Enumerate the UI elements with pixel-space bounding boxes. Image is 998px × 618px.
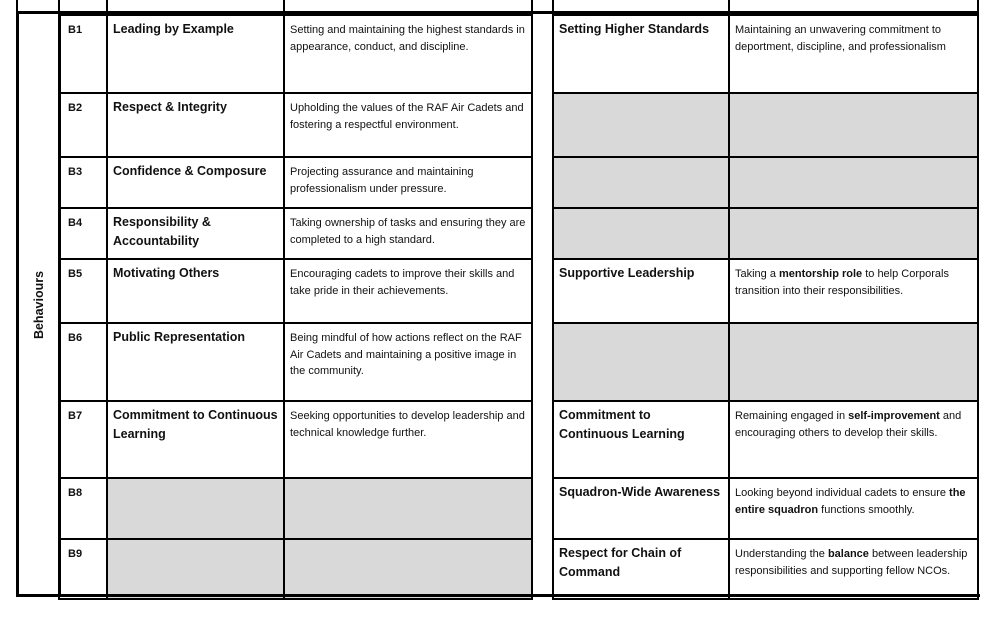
behaviour-title: Respect & Integrity bbox=[107, 93, 284, 157]
behaviour-code: B2 bbox=[59, 93, 107, 157]
nco-description bbox=[729, 93, 978, 157]
behaviour-description: Projecting assurance and maintaining professionalism under pressure. bbox=[284, 157, 532, 208]
behaviour-description: Encouraging cadets to improve their skills and take pride in their achievements. bbox=[284, 259, 532, 323]
behaviour-code: B7 bbox=[59, 401, 107, 478]
nco-description bbox=[729, 157, 978, 208]
behaviour-title bbox=[107, 539, 284, 599]
nco-title bbox=[553, 157, 729, 208]
column-gap bbox=[532, 208, 553, 259]
table-row bbox=[59, 93, 978, 157]
behaviour-title bbox=[107, 478, 284, 539]
nco-description: Maintaining an unwavering commitment to deportment, discipline, and professionalism bbox=[729, 15, 978, 93]
behaviour-description bbox=[284, 539, 532, 599]
behaviour-code: B3 bbox=[59, 157, 107, 208]
behaviour-description: Setting and maintaining the highest standards in appearance, conduct, and discipline. bbox=[284, 15, 532, 93]
behaviour-title: Public Representation bbox=[107, 323, 284, 401]
behaviours-table-frame bbox=[16, 0, 979, 598]
column-gap bbox=[532, 401, 553, 478]
behaviour-description: Taking ownership of tasks and ensuring they are completed to a high standard. bbox=[284, 208, 532, 259]
nco-title bbox=[553, 93, 729, 157]
behaviour-title: Confidence & Composure bbox=[107, 157, 284, 208]
nco-title bbox=[553, 323, 729, 401]
behaviour-code: B8 bbox=[59, 478, 107, 539]
behaviour-code: B9 bbox=[59, 539, 107, 599]
nco-description bbox=[729, 208, 978, 259]
nco-description: Taking a mentorship role to help Corporals transition into their responsibilities. bbox=[729, 259, 978, 323]
nco-title: Squadron-Wide Awareness bbox=[553, 478, 729, 539]
table-row bbox=[59, 539, 978, 599]
behaviours-table bbox=[58, 14, 979, 600]
behaviours-table-body bbox=[59, 15, 978, 599]
table-row bbox=[59, 323, 978, 401]
column-gap bbox=[532, 539, 553, 599]
behaviour-title: Leading by Example bbox=[107, 15, 284, 93]
behaviour-description: Upholding the values of the RAF Air Cadets and fostering a respectful environment. bbox=[284, 93, 532, 157]
nco-description: Remaining engaged in self-improvement and encouraging others to develop their skills. bbox=[729, 401, 978, 478]
section-label-column bbox=[16, 14, 61, 596]
behaviour-title: Responsibility & Accountability bbox=[107, 208, 284, 259]
nco-description: Looking beyond individual cadets to ensure the entire squadron functions smoothly. bbox=[729, 478, 978, 539]
behaviour-code: B6 bbox=[59, 323, 107, 401]
behaviour-code: B4 bbox=[59, 208, 107, 259]
nco-description: Understanding the balance between leadership responsibilities and supporting fellow NCOs. bbox=[729, 539, 978, 599]
table-row bbox=[59, 15, 978, 93]
column-gap bbox=[532, 323, 553, 401]
nco-title: Setting Higher Standards bbox=[553, 15, 729, 93]
behaviour-description: Being mindful of how actions reflect on the RAF Air Cadets and maintaining a positive image in the community. bbox=[284, 323, 532, 401]
column-gap bbox=[532, 93, 553, 157]
behaviour-code: B1 bbox=[59, 15, 107, 93]
nco-title: Respect for Chain of Command bbox=[553, 539, 729, 599]
behaviour-description bbox=[284, 478, 532, 539]
section-label: Behaviours bbox=[32, 270, 46, 340]
nco-description bbox=[729, 323, 978, 401]
bottom-rule bbox=[16, 594, 980, 597]
column-gap bbox=[532, 259, 553, 323]
previous-row-strip bbox=[16, 0, 979, 14]
table-row bbox=[59, 208, 978, 259]
column-gap bbox=[532, 15, 553, 93]
table-row bbox=[59, 401, 978, 478]
behaviour-title: Motivating Others bbox=[107, 259, 284, 323]
behaviour-description: Seeking opportunities to develop leadership and technical knowledge further. bbox=[284, 401, 532, 478]
column-gap bbox=[532, 157, 553, 208]
behaviour-title: Commitment to Continuous Learning bbox=[107, 401, 284, 478]
table-row bbox=[59, 478, 978, 539]
column-gap bbox=[532, 478, 553, 539]
nco-title: Commitment to Continuous Learning bbox=[553, 401, 729, 478]
nco-title bbox=[553, 208, 729, 259]
nco-title: Supportive Leadership bbox=[553, 259, 729, 323]
table-row bbox=[59, 259, 978, 323]
behaviour-code: B5 bbox=[59, 259, 107, 323]
table-row bbox=[59, 157, 978, 208]
